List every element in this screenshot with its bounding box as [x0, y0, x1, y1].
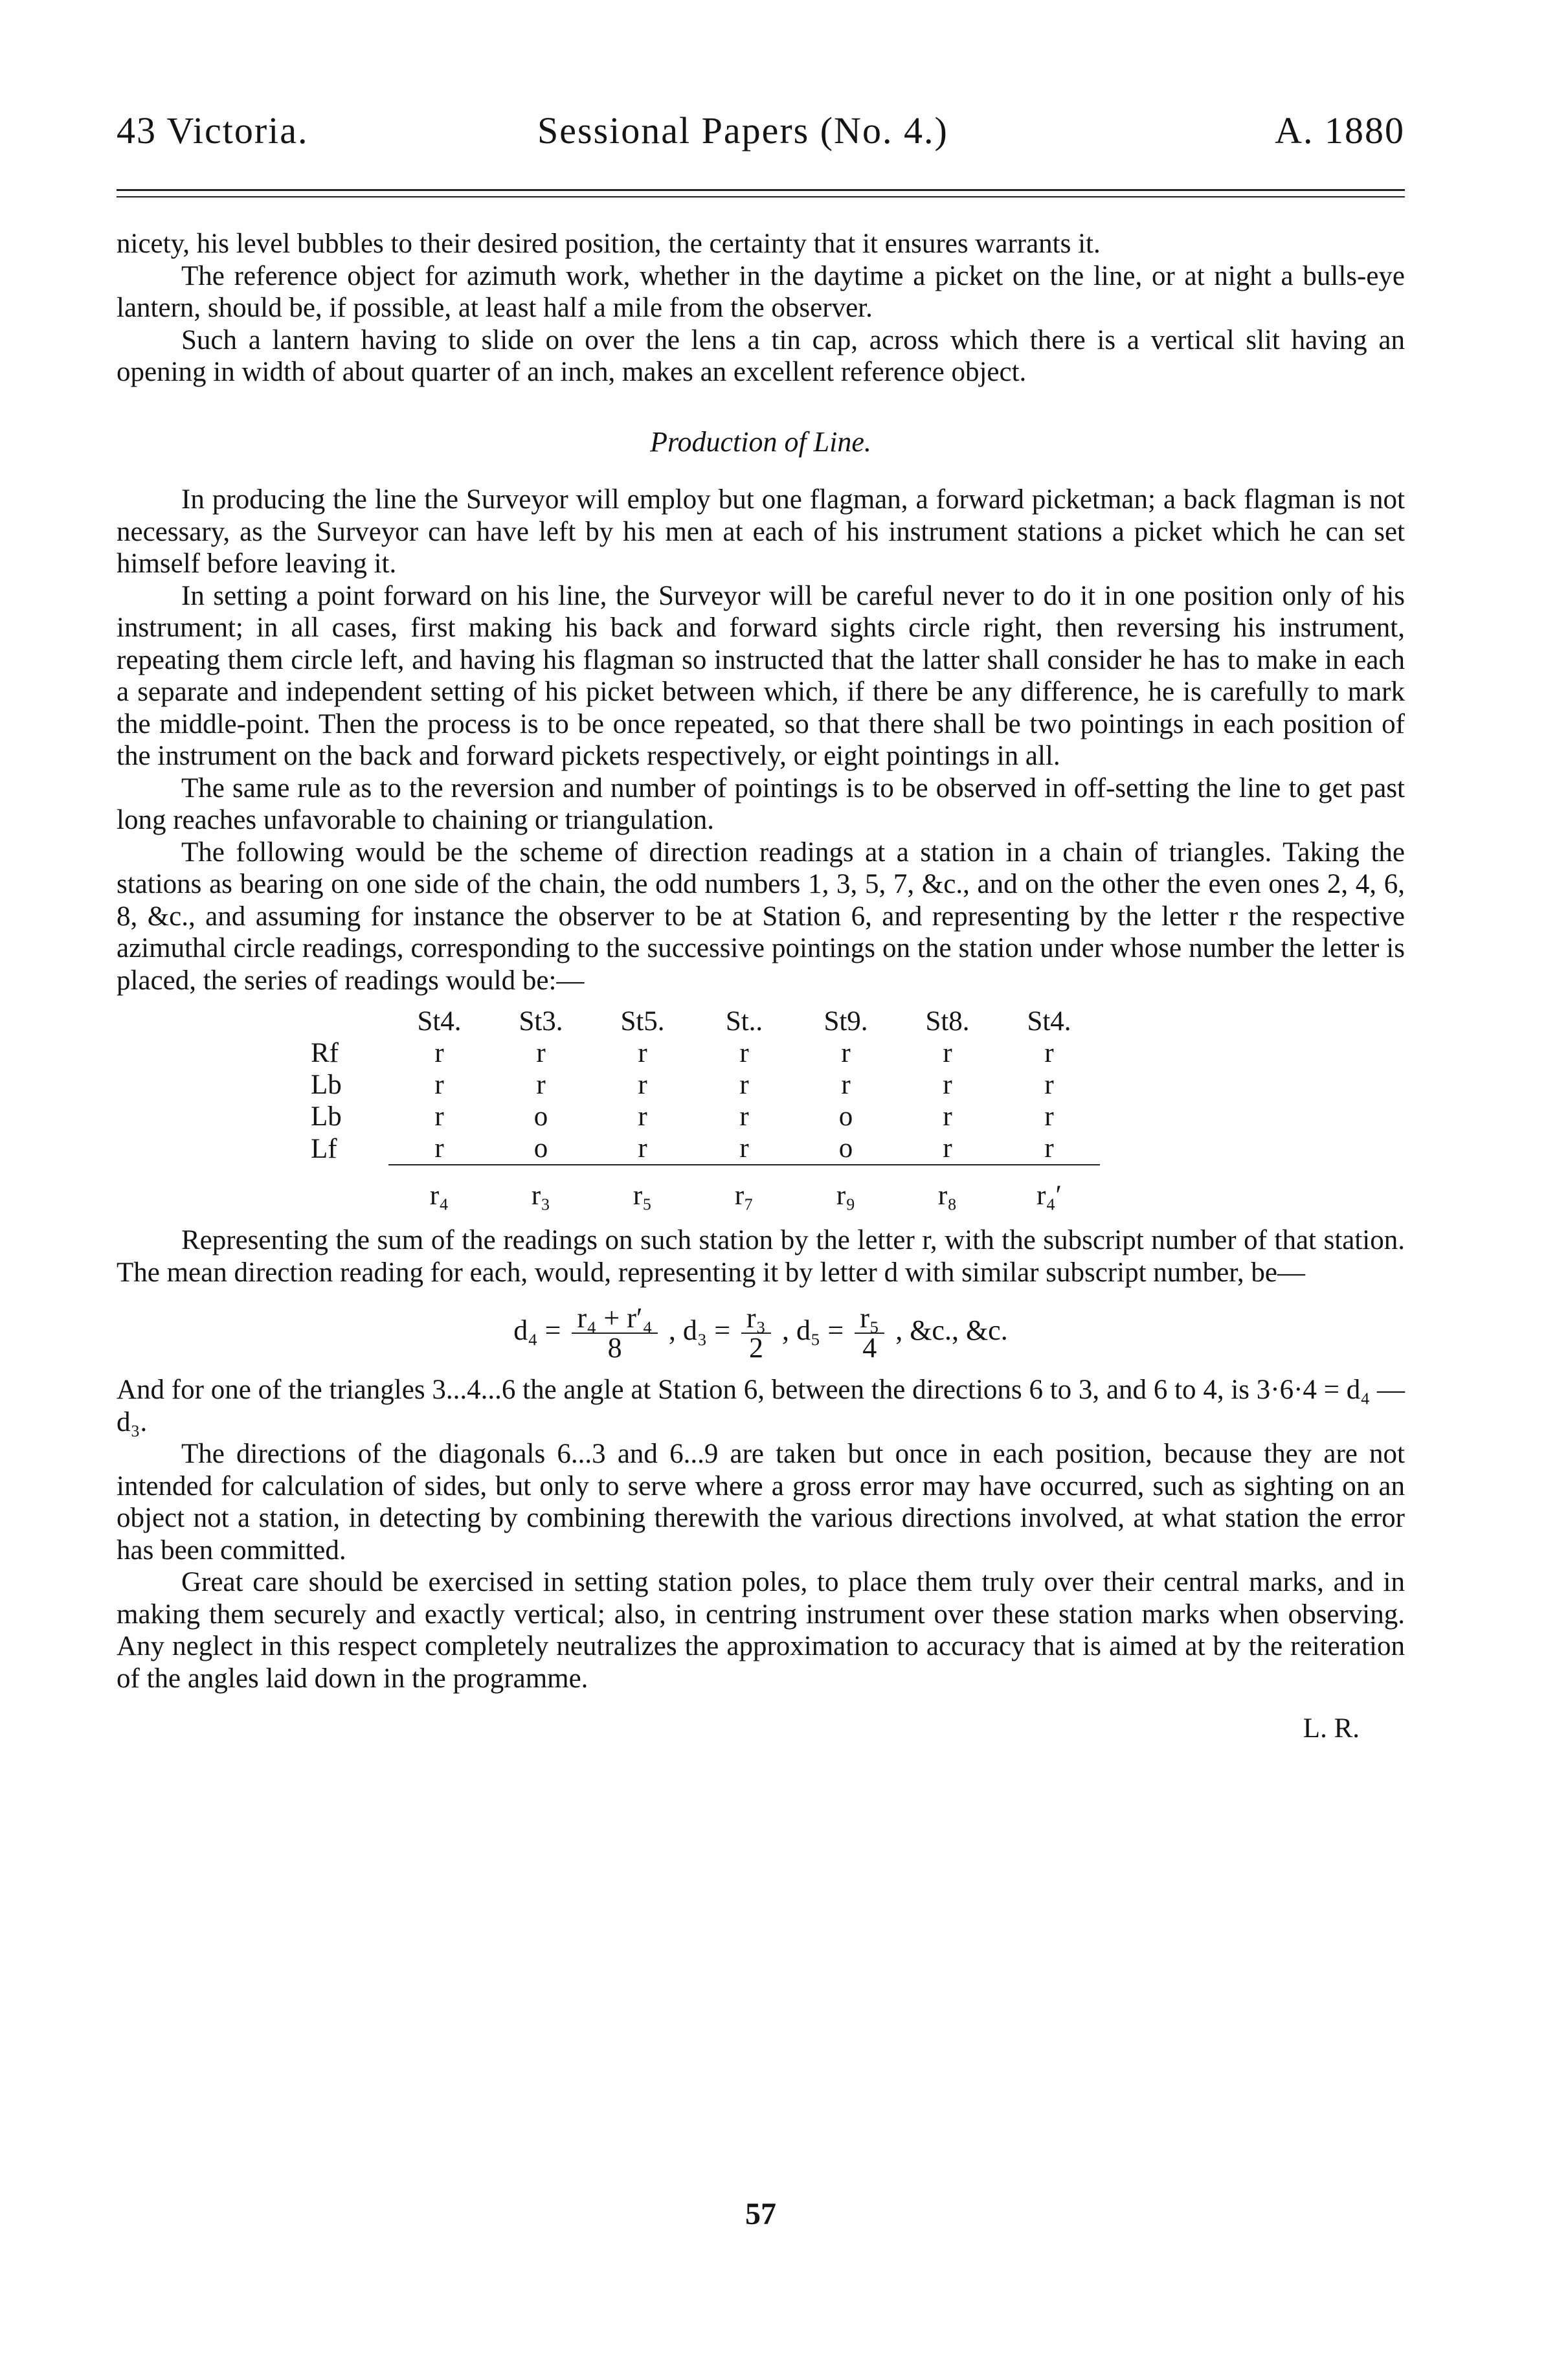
table-row	[311, 1101, 1100, 1132]
paragraph-continued: nicety, his level bubbles to their desired position, the certainty that it ensures warrants it.	[117, 229, 1101, 259]
table-cell: o	[533, 1101, 548, 1132]
table-sum: r₇	[693, 1165, 795, 1211]
table-sum: r₃	[490, 1165, 592, 1211]
table-sum: r₈	[897, 1165, 998, 1211]
table-cell: r	[943, 1070, 952, 1100]
paragraph-representing: Representing the sum of the readings on such station by the letter r, with the subscript number of that station. The mean direction reading for each, would, representing it by letter d with similar subscript number, be—	[117, 1225, 1405, 1288]
fraction-numerator: r₅	[855, 1304, 884, 1334]
header-rule-thin	[117, 196, 1405, 197]
paragraph-scheme: The following would be the scheme of direction readings at a station in a chain of triangles. Taking the stations as bearing on one side of the chain, the odd numbers 1, 3, 5, 7, &c., and on the other the even ones 2, 4, 6, 8, &c., and assuming for instance the observer to be at Station 6, and representing by the letter r the respective azimuthal circle readings, corresponding to the successive pointings on the station under whose number the letter is placed, the series of readings would be:—	[117, 837, 1405, 996]
row-label-empty	[311, 1165, 388, 1211]
fraction-d5	[855, 1304, 884, 1362]
table-cell: r	[434, 1101, 444, 1132]
table-sum: r₄′	[998, 1165, 1100, 1211]
page-number: 57	[745, 2197, 776, 2231]
table-cell: r	[434, 1133, 444, 1164]
table-row	[311, 1132, 1100, 1165]
table-cell: r	[841, 1070, 851, 1100]
paragraph-setting-point: In setting a point forward on his line, the Surveyor will be careful never to do it in one position only of his instrument; in all cases, first making his back and forward sights circle right, then reversing his instrument, repeating them circle left, and having his flagman so instructed that the latter shall consider he has to make in each a separate and independent setting of his picket between which, if there be any difference, he is carefully to mark the middle-point. Then the process is to be once repeated, so that there shall be two pointings in each position of the instrument on the back and forward pickets respectively, or eight pointings in all.	[117, 580, 1405, 771]
table-cell: r	[638, 1038, 647, 1068]
table-header: St3.	[519, 1006, 563, 1037]
fraction-numerator: r₄ + r′₄	[572, 1304, 657, 1334]
formula-d5-lhs: , d₅ =	[782, 1314, 844, 1347]
mean-direction-formula	[117, 1304, 1405, 1362]
table-cell: r	[434, 1038, 444, 1068]
table-cell: r	[536, 1070, 546, 1100]
table-header: St..	[725, 1006, 763, 1037]
table-cell: r	[536, 1038, 546, 1068]
paragraph-lantern: Such a lantern having to slide on over the lens a tin cap, across which there is a vertical slit having an opening in width of about quarter of an inch, makes an excellent reference object.	[117, 324, 1405, 387]
paragraph-flagman: In producing the line the Surveyor will employ but one flagman, a forward picketman; a back flagman is not necessary, as the Surveyor can have left by his men at each of his instrument stations a picket which he can set himself before leaving it.	[117, 484, 1405, 579]
row-label: Lf	[311, 1133, 337, 1164]
fraction-denominator: 8	[607, 1332, 622, 1364]
table-cell: r	[638, 1133, 647, 1164]
table-cell: r	[739, 1133, 749, 1164]
table-cell: r	[638, 1070, 647, 1100]
row-label: Rf	[311, 1038, 339, 1068]
header-rule-thick	[117, 189, 1405, 191]
table-row	[311, 1069, 1100, 1101]
fraction-d3	[741, 1304, 771, 1362]
header-year: A. 1880	[1275, 109, 1405, 152]
table-cell: r	[1044, 1038, 1054, 1068]
paragraph-station-poles: Great care should be exercised in setting station poles, to place them truly over their central marks, and in making them securely and exactly vertical; also, in centring instrument over these station marks when observing. Any neglect in this respect completely neutralizes the approximation to accuracy that is aimed at by the reiteration of the angles laid down in the programme.	[117, 1567, 1405, 1694]
table-header-row	[311, 1006, 1100, 1037]
table-sum: r₉	[795, 1165, 897, 1211]
table-cell: r	[943, 1101, 952, 1132]
formula-d4-lhs: d₄ =	[513, 1314, 561, 1347]
table-cell: r	[943, 1133, 952, 1164]
table-sum: r₅	[592, 1165, 693, 1211]
table-header: St8.	[925, 1006, 970, 1037]
table-cell: r	[739, 1038, 749, 1068]
table-sum: r₄	[388, 1165, 490, 1211]
table-cell: r	[739, 1101, 749, 1132]
fraction-denominator: 4	[862, 1332, 877, 1364]
table-cell: r	[739, 1070, 749, 1100]
table-header: St4.	[417, 1006, 462, 1037]
paragraph-diagonals: The directions of the diagonals 6...3 and 6...9 are taken but once in each position, because they are not intended for calculation of sides, but only to serve where a gross error may have occurred, such as sighting on an object not a station, in detecting by combining therewith the various directions involved, at what station the error has been committed.	[117, 1439, 1405, 1566]
table-header: St9.	[823, 1006, 868, 1037]
table-header: St5.	[620, 1006, 665, 1037]
paragraph-triangle-angle: And for one of the triangles 3...4...6 the angle at Station 6, between the directions 6 to 3, and 6 to 4, is 3·6·4 = d₄ — d₃.	[117, 1375, 1405, 1437]
paragraph-reference-object: The reference object for azimuth work, whether in the daytime a picket on the line, or at night a bulls-eye lantern, should be, if possible, at least half a mile from the observer.	[117, 260, 1405, 323]
table-cell: o	[533, 1133, 548, 1164]
fraction-numerator: r₃	[741, 1304, 771, 1334]
fraction-d4	[572, 1304, 657, 1362]
table-row	[311, 1037, 1100, 1069]
table-cell: r	[1044, 1070, 1054, 1100]
table-cell: r	[434, 1070, 444, 1100]
formula-d3-lhs: , d₃ =	[668, 1314, 731, 1347]
table-cell: r	[841, 1038, 851, 1068]
table-cell: r	[1044, 1133, 1054, 1164]
table-sum-row	[311, 1165, 1100, 1211]
header-title: Sessional Papers (No. 4.)	[537, 109, 948, 152]
table-cell: o	[838, 1101, 853, 1132]
body-text	[117, 228, 1405, 1745]
running-header	[117, 109, 1405, 161]
table-header: St4.	[1027, 1006, 1071, 1037]
table-corner	[311, 1006, 388, 1037]
section-heading: Production of Line.	[650, 425, 871, 458]
fraction-denominator: 2	[749, 1332, 764, 1364]
formula-tail: , &c., &c.	[895, 1314, 1008, 1347]
header-volume: 43 Victoria.	[117, 109, 309, 152]
table-cell: r	[943, 1038, 952, 1068]
table-cell: o	[838, 1133, 853, 1164]
row-label: Lb	[311, 1101, 342, 1132]
table-cell: r	[638, 1101, 647, 1132]
readings-table	[311, 1006, 1100, 1211]
table-cell: r	[1044, 1101, 1054, 1132]
paragraph-reversion: The same rule as to the reversion and number of pointings is to be observed in off-setting the line to get past long reaches unfavorable to chaining or triangulation.	[117, 772, 1405, 835]
row-label: Lb	[311, 1070, 342, 1100]
author-initials: L. R.	[1303, 1713, 1360, 1744]
